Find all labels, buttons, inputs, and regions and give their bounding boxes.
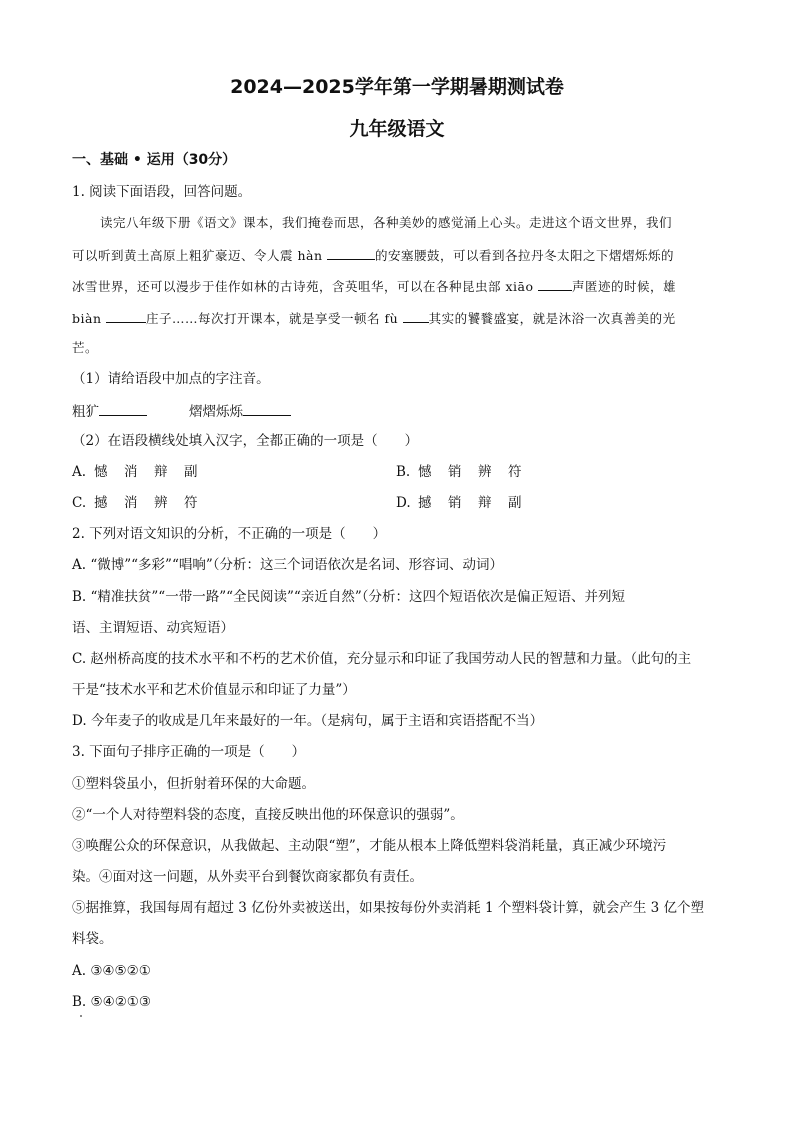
fill-blank <box>403 308 429 323</box>
pinyin-blank-a <box>99 401 147 416</box>
q2-stem: 2. 下列对语文知识的分析，不正确的一项是（ ） <box>72 526 387 542</box>
option-c[interactable]: C. 撼 消 辨 符 <box>72 495 198 511</box>
q3-sentence-5-cont: 料袋。 <box>72 931 113 947</box>
q3-sentence-1: ①塑料袋虽小，但折射着环保的大命题。 <box>72 776 315 792</box>
passage-line-4 <box>72 308 676 328</box>
option-d[interactable]: D. 撼 销 辩 副 <box>396 495 522 511</box>
q2-option-b-line2: 语、主谓短语、动宾短语） <box>72 620 234 636</box>
passage-line-2b: 的安塞腰鼓，可以看到各拉丹冬太阳之下熠熠烁烁的 <box>375 248 675 263</box>
passage-line-4b: 庄子……每次打开课本，就是享受一顿名 fù <box>145 311 403 326</box>
q3-option-a[interactable]: A. ③④⑤②① <box>72 963 151 979</box>
exam-subtitle: 九年级语文 <box>349 118 445 140</box>
q1-stem: 1. 阅读下面语段，回答问题。 <box>72 184 252 200</box>
passage-line-2a: 可以听到黄土高原上粗犷豪迈、令人震 hàn <box>72 248 328 263</box>
passage-line-3a: 冰雪世界，还可以漫步于佳作如林的古诗苑，含英咀华，可以在各种昆虫部 xiāo <box>72 279 538 294</box>
q3-sentence-5: ⑤据推算，我国每周有超过 3 亿份外卖被送出，如果按每份外卖消耗 1 个塑料袋计算，就会产生 3 亿个塑 <box>72 900 705 916</box>
passage-line-3 <box>72 276 676 296</box>
q2-option-a[interactable]: A. “微博”“多彩”“唱响”（分析：这三个词语依次是名词、形容词、动词） <box>72 557 503 573</box>
option-b[interactable]: B. 憾 销 辨 符 <box>396 464 522 480</box>
exam-title: 2024—2025学年第一学期暑期测试卷 <box>230 76 564 98</box>
q3-option-b[interactable]: B. ⑤④②①③ <box>72 994 152 1010</box>
q3-stem: 3. 下面句子排序正确的一项是（ ） <box>72 744 306 760</box>
q1-sub1: （1）请给语段中加点的字注音。 <box>72 371 270 387</box>
passage-line-4c: 其实的饕餮盛宴，就是沐浴一次真善美的光 <box>428 311 676 326</box>
passage-line-3b: 声匿迹的时候，雄 <box>571 279 676 294</box>
passage-line-1: 读完八年级下册《语文》课本，我们掩卷而思，各种美妙的感觉涌上心头。走进这个语文世界，我们 <box>100 215 673 230</box>
passage-line-5: 芒。 <box>72 340 99 355</box>
fill-blank <box>106 308 146 323</box>
q1-sub2: （2）在语段横线处填入汉字，全都正确的一项是（ ） <box>72 433 419 449</box>
pinyin-blank-b <box>243 401 291 416</box>
q2-option-d[interactable]: D. 今年麦子的收成是几年来最好的一年。（是病句，属于主语和宾语搭配不当） <box>72 713 544 729</box>
q3-sentence-3: ③唤醒公众的环保意识，从我做起、主动限“塑”，才能从根本上降低塑料袋消耗量，真正减少环境污 <box>72 838 667 854</box>
pinyin-word-a: 粗犷 <box>72 404 99 420</box>
passage-line-4a: biàn <box>72 311 106 326</box>
section-heading: 一、基础 • 运用（30分） <box>72 152 237 168</box>
q2-option-c-line1[interactable]: C. 赵州桥高度的技术水平和不朽的艺术价值，充分显示和印证了我国劳动人民的智慧和力量。（此句的主 <box>72 651 692 667</box>
stray-dot <box>80 1015 82 1017</box>
fill-blank <box>327 245 375 260</box>
q3-sentence-3-cont: 染。④面对这一问题，从外卖平台到餐饮商家都负有责任。 <box>72 869 423 885</box>
pinyin-word-b: 熠熠烁烁 <box>189 404 243 420</box>
option-a[interactable]: A. 憾 消 辩 副 <box>72 464 198 480</box>
fill-blank <box>538 276 572 291</box>
q2-option-b-line1[interactable]: B. “精准扶贫”“一带一路”“全民阅读”“亲近自然”（分析：这四个短语依次是偏正短语、并列短 <box>72 589 625 605</box>
q3-sentence-2: ②“一个人对待塑料袋的态度，直接反映出他的环保意识的强弱”。 <box>72 807 464 823</box>
passage-line-2 <box>72 245 674 265</box>
q2-option-c-line2: 干是“技术水平和艺术价值显示和印证了力量”） <box>72 682 356 698</box>
pinyin-answer-row <box>72 401 291 421</box>
